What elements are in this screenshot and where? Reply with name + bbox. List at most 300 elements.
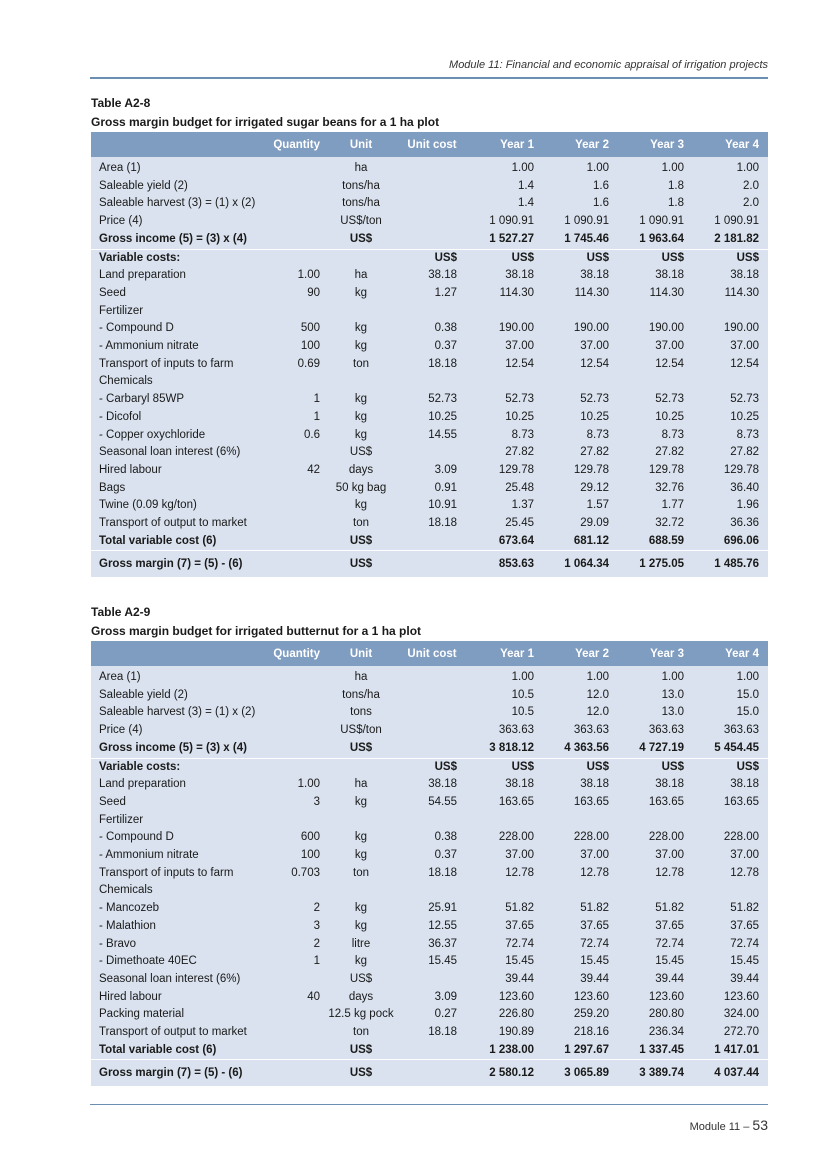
table-row: [91, 427, 768, 445]
table-cell: 259.20: [573, 1008, 609, 1021]
table-cell: 1 337.45: [639, 1043, 684, 1056]
table-cell: 114.30: [499, 286, 534, 299]
table-cell: [618, 812, 693, 830]
table-row: [91, 794, 768, 812]
table-cell: litre: [351, 937, 371, 950]
table-cell: 0.91: [434, 481, 457, 494]
table-cell: [398, 1042, 466, 1060]
table-cell: 15.0: [736, 706, 759, 719]
table-cell: 1 090.91: [489, 215, 534, 228]
table-cell: [543, 303, 618, 321]
table-row: [91, 971, 768, 989]
table-row: [91, 285, 768, 303]
table-row: [91, 900, 768, 918]
table-cell: 27.82: [580, 446, 609, 459]
table-cell: [267, 249, 324, 267]
column-header: Year 4: [725, 647, 759, 660]
table-cell: US$: [349, 446, 373, 459]
table-cell: 18.18: [428, 357, 457, 370]
row-label: Seed: [99, 795, 126, 808]
table-cell: 2: [313, 937, 320, 950]
column-header: Quantity: [273, 138, 320, 151]
table-cell: [267, 971, 324, 989]
table-cell: 123.60: [723, 990, 759, 1003]
table-cell: [267, 515, 324, 533]
table-cell: 1 238.00: [489, 1043, 534, 1056]
row-label: - Mancozeb: [99, 902, 160, 915]
table-cell: 1.00: [297, 269, 320, 282]
table-cell: kg: [354, 322, 368, 335]
table-cell: 3.09: [434, 463, 457, 476]
table-cell: 37.00: [655, 849, 684, 862]
table-cell: [398, 882, 466, 900]
column-header: Unit: [349, 647, 373, 660]
table-cell: kg: [354, 499, 368, 512]
table-cell: 39.44: [730, 972, 759, 985]
table-cell: 114.30: [574, 286, 609, 299]
row-label: - Compound D: [99, 322, 174, 335]
table-cell: 12.54: [505, 357, 534, 370]
table-cell: US$: [693, 249, 768, 267]
row-label: Transport of output to market: [99, 517, 247, 530]
table-cell: 36.37: [428, 937, 457, 950]
table-cell: tons/ha: [342, 179, 380, 192]
table-cell: 1 963.64: [639, 232, 684, 245]
row-label: Gross income (5) = (3) x (4): [99, 232, 247, 245]
table-cell: 10.25: [730, 410, 759, 423]
table-cell: [398, 971, 466, 989]
running-header: Module 11: Financial and economic appraisal of irrigation projects: [449, 59, 768, 71]
column-header: [91, 132, 267, 157]
table-cell: 1 090.91: [714, 215, 759, 228]
table-cell: 10.5: [511, 706, 534, 719]
table-cell: kg: [354, 410, 368, 423]
table-cell: 39.44: [580, 972, 609, 985]
table-cell: [267, 551, 324, 578]
table-row: [91, 704, 768, 722]
table-cell: 688.59: [648, 534, 684, 547]
table-cell: [398, 444, 466, 462]
row-label: - Carbaryl 85WP: [99, 393, 184, 406]
table-cell: 27.82: [505, 446, 534, 459]
table-header-row: [91, 641, 768, 666]
table-cell: 18.18: [428, 866, 457, 879]
table-cell: 0.703: [291, 866, 320, 879]
table-cell: 0.37: [434, 340, 457, 353]
table-cell: 1.77: [661, 499, 684, 512]
table-cell: 129.78: [648, 463, 684, 476]
table-cell: 38.18: [730, 269, 759, 282]
footer-rule: [90, 1104, 768, 1105]
table-cell: [267, 497, 324, 515]
table-cell: 37.00: [730, 340, 759, 353]
table-cell: 100: [300, 340, 320, 353]
table-cell: 4 037.44: [693, 1060, 768, 1087]
table-cell: [324, 812, 398, 830]
table-cell: 14.55: [428, 428, 457, 441]
table-cell: [267, 231, 324, 249]
table-a2-8-block: [91, 94, 768, 577]
table-cell: 190.00: [723, 322, 759, 335]
table-cell: 90: [307, 286, 320, 299]
column-header: Year 1: [500, 647, 534, 660]
table-cell: [398, 666, 466, 687]
table-cell: [267, 213, 324, 231]
table-cell: 40: [307, 990, 320, 1003]
table-row: [91, 533, 768, 551]
table-cell: 12.54: [730, 357, 759, 370]
table-row: [91, 249, 768, 267]
table-cell: [267, 1042, 324, 1060]
table-row: [91, 195, 768, 213]
row-label: Hired labour: [99, 463, 162, 476]
table-cell: 10.25: [580, 410, 609, 423]
table-cell: US$: [349, 972, 373, 985]
table-row: [91, 231, 768, 249]
row-label: Twine (0.09 kg/ton): [99, 499, 197, 512]
row-label: - Compound D: [99, 831, 174, 844]
table-cell: US$: [618, 758, 693, 776]
table-cell: [398, 687, 466, 705]
table-cell: kg: [354, 919, 368, 932]
table-cell: 38.18: [655, 269, 684, 282]
table-row: [91, 758, 768, 776]
table-cell: 8.73: [661, 428, 684, 441]
row-label: Saleable yield (2): [99, 688, 188, 701]
table-cell: 15.45: [730, 955, 759, 968]
row-label: Gross margin (7) = (5) - (6): [91, 551, 267, 578]
table-cell: 1 090.91: [564, 215, 609, 228]
table-cell: 36.40: [730, 481, 759, 494]
table-cell: 1.00: [511, 671, 534, 683]
column-header: Unit cost: [407, 138, 457, 151]
row-label: Variable costs:: [91, 249, 267, 267]
table-row: [91, 953, 768, 971]
table-cell: [398, 740, 466, 758]
table-cell: 3.09: [434, 990, 457, 1003]
table-cell: 72.74: [730, 937, 759, 950]
table-cell: 51.82: [730, 902, 759, 915]
table-cell: [267, 687, 324, 705]
table-cell: 72.74: [505, 937, 534, 950]
table-cell: 37.00: [580, 340, 609, 353]
table-cell: US$: [543, 758, 618, 776]
table-cell: 1.8: [668, 179, 684, 192]
table-cell: [324, 882, 398, 900]
table-cell: 12.78: [580, 866, 609, 879]
table-cell: US$: [349, 741, 373, 754]
column-header: Unit: [349, 138, 373, 151]
table-cell: 8.73: [736, 428, 759, 441]
table-cell: 12.5 kg pock: [328, 1008, 394, 1021]
table-cell: 12.78: [505, 866, 534, 879]
table-cell: ton: [353, 517, 369, 530]
table-row: [91, 882, 768, 900]
table-cell: US$/ton: [340, 724, 382, 737]
table-cell: [267, 1024, 324, 1042]
row-label: Price (4): [99, 215, 143, 228]
column-header: Year 1: [500, 138, 534, 151]
table-cell: 37.65: [730, 919, 759, 932]
table-cell: 38.18: [655, 778, 684, 791]
table-cell: 1.00: [661, 162, 684, 174]
row-label: Area (1): [99, 162, 141, 174]
table-cell: 324.00: [723, 1008, 759, 1021]
table-cell: 15.45: [655, 955, 684, 968]
table-cell: 72.74: [580, 937, 609, 950]
table-cell: 52.73: [730, 393, 759, 406]
table-row: [91, 178, 768, 196]
column-header: Quantity: [273, 647, 320, 660]
table-row: [91, 1042, 768, 1060]
table-cell: 363.63: [498, 724, 534, 737]
row-label: Transport of output to market: [99, 1026, 247, 1039]
table-cell: days: [348, 463, 374, 476]
table-cell: [543, 373, 618, 391]
row-label: Transport of inputs to farm: [99, 357, 234, 370]
table-cell: 1 297.67: [564, 1043, 609, 1056]
table-row: [91, 515, 768, 533]
table-cell: kg: [354, 902, 368, 915]
table-cell: 1 275.05: [618, 551, 693, 578]
table-cell: 280.80: [648, 1008, 684, 1021]
row-label: Packing material: [99, 1008, 185, 1021]
table-cell: 1 485.76: [693, 551, 768, 578]
table-row: [91, 338, 768, 356]
table-cell: [398, 178, 466, 196]
table-cell: 39.44: [505, 972, 534, 985]
table-row: [91, 918, 768, 936]
table-cell: [398, 551, 466, 578]
table-cell: tons/ha: [342, 688, 380, 701]
table-cell: 163.65: [573, 795, 609, 808]
table-cell: ha: [354, 671, 368, 683]
table-cell: 1: [313, 955, 320, 968]
table-cell: 236.34: [648, 1026, 684, 1039]
table-cell: US$: [466, 758, 543, 776]
table-row: [91, 776, 768, 794]
table-cell: 114.30: [724, 286, 759, 299]
row-label: - Malathion: [99, 919, 156, 932]
table-cell: 37.00: [730, 849, 759, 862]
table-row: [91, 1060, 768, 1087]
table-cell: 18.18: [428, 517, 457, 530]
table-cell: tons: [350, 706, 372, 719]
table-cell: 52.73: [655, 393, 684, 406]
table-cell: 190.00: [573, 322, 609, 335]
table-header-row: [91, 132, 768, 157]
table-cell: 129.78: [723, 463, 759, 476]
footer-module-label: Module 11 –: [689, 1121, 750, 1133]
table-cell: 1.00: [297, 778, 320, 791]
table-cell: US$: [349, 534, 373, 547]
table-cell: kg: [354, 955, 368, 968]
row-label: Total variable cost (6): [99, 1043, 217, 1056]
table-cell: kg: [354, 831, 368, 844]
table-row: [91, 356, 768, 374]
table-row: [91, 989, 768, 1007]
row-label: Seed: [99, 286, 126, 299]
row-label: Hired labour: [99, 990, 162, 1003]
table-cell: 2 181.82: [714, 232, 759, 245]
table-cell: 18.18: [428, 1026, 457, 1039]
table-cell: [267, 533, 324, 551]
row-label: Land preparation: [99, 778, 186, 791]
table-cell: 1.96: [736, 499, 759, 512]
table-cell: 52.73: [580, 393, 609, 406]
row-label: Fertilizer: [99, 813, 144, 826]
table-cell: kg: [354, 428, 368, 441]
table-cell: 10.25: [655, 410, 684, 423]
table-cell: 4 727.19: [639, 741, 684, 754]
table-cell: 1.57: [586, 499, 609, 512]
table-cell: ton: [353, 866, 369, 879]
row-label: Saleable harvest (3) = (1) x (2): [99, 197, 256, 210]
table-cell: 1.00: [661, 671, 684, 683]
table-cell: kg: [354, 849, 368, 862]
table-cell: [398, 213, 466, 231]
row-label: Price (4): [99, 724, 143, 737]
table-cell: 37.65: [505, 919, 534, 932]
table-cell: 25.91: [428, 902, 457, 915]
table-cell: 681.12: [573, 534, 609, 547]
table-cell: 29.09: [580, 517, 609, 530]
budget-table: [91, 132, 768, 577]
table-cell: 37.65: [580, 919, 609, 932]
table-row: [91, 829, 768, 847]
table-cell: 15.0: [736, 688, 759, 701]
table-cell: 853.63: [466, 551, 543, 578]
table-cell: [398, 812, 466, 830]
table-cell: 1.4: [518, 179, 534, 192]
table-label: Table A2-8: [91, 96, 151, 110]
table-cell: 3 065.89: [543, 1060, 618, 1087]
row-label: Bags: [99, 481, 126, 494]
table-cell: [398, 195, 466, 213]
table-cell: 1.6: [593, 197, 609, 210]
table-cell: 1 527.27: [489, 232, 534, 245]
table-cell: 38.18: [428, 269, 457, 282]
table-cell: 37.65: [655, 919, 684, 932]
row-label: - Dicofol: [99, 410, 142, 423]
table-cell: 0.38: [434, 831, 457, 844]
table-cell: 1.00: [586, 162, 609, 174]
table-row: [91, 267, 768, 285]
table-cell: 114.30: [649, 286, 684, 299]
table-cell: [324, 758, 398, 776]
table-cell: [398, 704, 466, 722]
table-cell: 51.82: [505, 902, 534, 915]
table-cell: [466, 373, 543, 391]
table-cell: 12.0: [586, 688, 609, 701]
row-label: Saleable harvest (3) = (1) x (2): [99, 706, 256, 719]
row-label: Chemicals: [99, 375, 153, 388]
table-cell: 54.55: [428, 795, 457, 808]
table-cell: 1.37: [511, 499, 534, 512]
table-row: [91, 722, 768, 740]
table-cell: [324, 303, 398, 321]
table-row: [91, 551, 768, 578]
table-row: [91, 1006, 768, 1024]
table-cell: [324, 249, 398, 267]
table-cell: 12.54: [655, 357, 684, 370]
table-cell: [267, 480, 324, 498]
table-cell: 3 389.74: [618, 1060, 693, 1087]
table-row: [91, 847, 768, 865]
table-cell: 100: [300, 849, 320, 862]
table-cell: [267, 1006, 324, 1024]
table-cell: US$: [466, 249, 543, 267]
table-row: [91, 157, 768, 178]
row-label: Gross income (5) = (3) x (4): [99, 741, 247, 754]
page-footer: [690, 1117, 768, 1133]
table-cell: 1.4: [518, 197, 534, 210]
table-cell: 12.78: [655, 866, 684, 879]
table-cell: 0.38: [434, 322, 457, 335]
table-cell: 163.65: [648, 795, 684, 808]
table-cell: 1.6: [593, 179, 609, 192]
table-cell: US$: [398, 249, 466, 267]
table-cell: 8.73: [511, 428, 534, 441]
table-cell: 38.18: [580, 269, 609, 282]
column-header: [91, 641, 267, 666]
table-cell: 38.18: [580, 778, 609, 791]
table-cell: 50 kg bag: [335, 481, 387, 494]
table-cell: 228.00: [723, 831, 759, 844]
column-header: Year 3: [650, 647, 684, 660]
row-label: Transport of inputs to farm: [99, 866, 234, 879]
table-cell: tons/ha: [342, 197, 380, 210]
table-cell: 129.78: [498, 463, 534, 476]
table-cell: 27.82: [655, 446, 684, 459]
table-cell: [543, 882, 618, 900]
table-cell: US$/ton: [340, 215, 382, 228]
table-row: [91, 320, 768, 338]
table-cell: 1.00: [511, 162, 534, 174]
column-header: Year 2: [575, 647, 609, 660]
table-cell: US$: [349, 1043, 373, 1056]
table-row: [91, 480, 768, 498]
row-label: Chemicals: [99, 884, 153, 897]
table-cell: ha: [354, 778, 368, 791]
table-cell: kg: [354, 795, 368, 808]
table-cell: 129.78: [573, 463, 609, 476]
row-label: Seasonal loan interest (6%): [99, 972, 241, 985]
row-label: Total variable cost (6): [99, 534, 217, 547]
table-cell: 15.45: [580, 955, 609, 968]
table-cell: 1 090.91: [639, 215, 684, 228]
table-cell: [466, 303, 543, 321]
table-cell: 190.89: [498, 1026, 534, 1039]
table-cell: 1.00: [736, 162, 759, 174]
table-cell: 163.65: [723, 795, 759, 808]
table-cell: 2.0: [743, 197, 759, 210]
table-cell: [267, 303, 324, 321]
table-cell: 32.72: [655, 517, 684, 530]
table-cell: 228.00: [498, 831, 534, 844]
table-cell: [693, 812, 768, 830]
table-cell: 52.73: [428, 393, 457, 406]
table-cell: [267, 373, 324, 391]
table-cell: 500: [300, 322, 320, 335]
table-row: [91, 391, 768, 409]
row-label: - Ammonium nitrate: [99, 340, 199, 353]
table-cell: ton: [353, 357, 369, 370]
table-cell: 32.76: [655, 481, 684, 494]
table-cell: 228.00: [573, 831, 609, 844]
table-cell: 2.0: [743, 179, 759, 192]
table-row: [91, 936, 768, 954]
